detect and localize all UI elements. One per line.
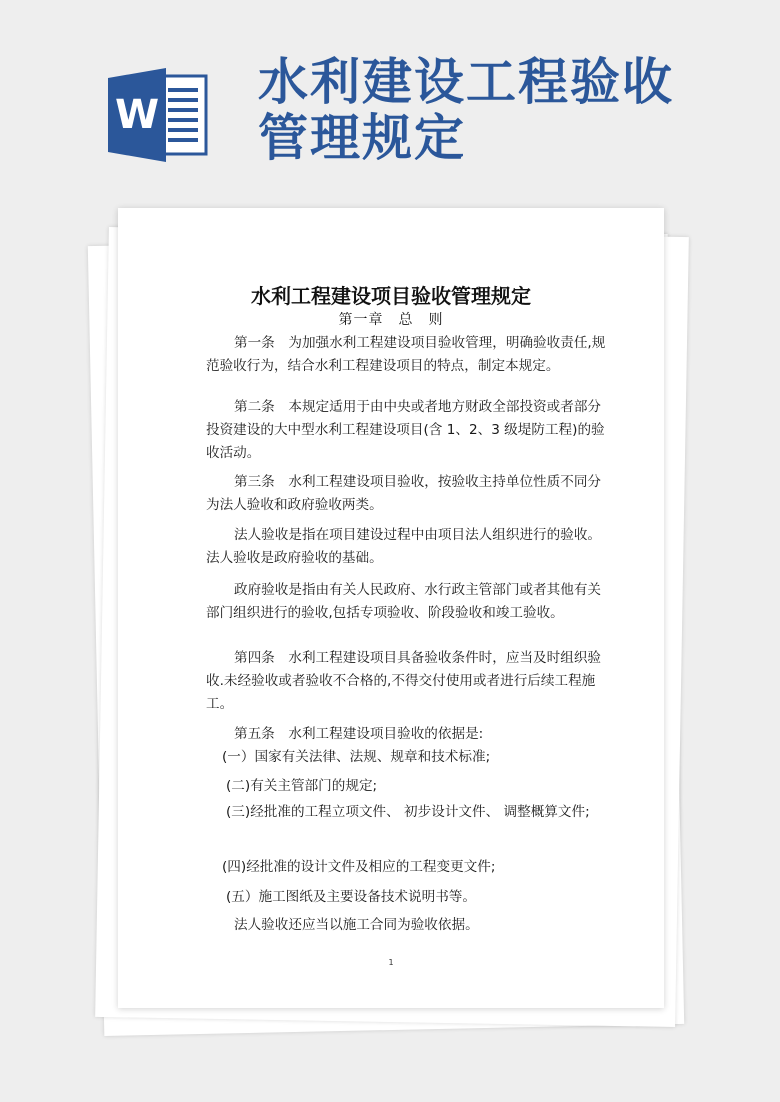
word-icon (108, 68, 208, 162)
paragraph-article-1: 第一条 为加强水利工程建设项目验收管理，明确验收责任,规范验收行为，结合水利工程建设项目的特点，制定本规定。 (206, 335, 606, 374)
document-page (118, 208, 664, 1008)
list-item-4: (四)经批准的设计文件及相应的工程变更文件; (222, 859, 496, 875)
document-title: 水利工程建设项目验收管理规定 (251, 284, 531, 308)
paragraph-article-4: 第四条 水利工程建设项目具备验收条件时，应当及时组织验收.未经验收或者验收不合格的,不得交付使用或者进行后续工程施工。 (206, 650, 602, 712)
paragraph-article-3: 第三条 水利工程建设项目验收，按验收主持单位性质不同分为法人验收和政府验收两类。 (206, 474, 602, 513)
chapter-heading: 第一章 总 则 (338, 312, 444, 328)
paragraph-article-5: 第五条 水利工程建设项目验收的依据是: (234, 726, 484, 742)
paragraph-legal-person-acceptance: 法人验收是指在项目建设过程中由项目法人组织进行的验收。法人验收是政府验收的基础。 (206, 527, 602, 566)
paragraph-contract-basis: 法人验收还应当以施工合同为验收依据。 (234, 917, 479, 933)
banner-title: 水利建设工程验收管理规定 (258, 53, 674, 167)
paragraph-article-2: 第二条 本规定适用于由中央或者地方财政全部投资或者部分投资建设的大中型水利工程建设项目(含 1、2、3 级堤防工程)的验收活动。 (206, 399, 605, 461)
list-item-1: (一）国家有关法律、法规、规章和技术标准; (222, 749, 491, 765)
paragraph-government-acceptance: 政府验收是指由有关人民政府、水行政主管部门或者其他有关部门组织进行的验收,包括专项验收、阶段验收和竣工验收。 (206, 582, 602, 621)
banner (0, 0, 780, 190)
list-item-2: (二)有关主管部门的规定; (226, 778, 378, 794)
page-number: 1 (388, 958, 394, 967)
word-logo-letter: W (114, 92, 160, 138)
list-item-5: (五）施工图纸及主要设备技术说明书等。 (226, 889, 476, 905)
list-item-3: (三)经批准的工程立项文件、 初步设计文件、 调整概算文件; (226, 804, 590, 820)
